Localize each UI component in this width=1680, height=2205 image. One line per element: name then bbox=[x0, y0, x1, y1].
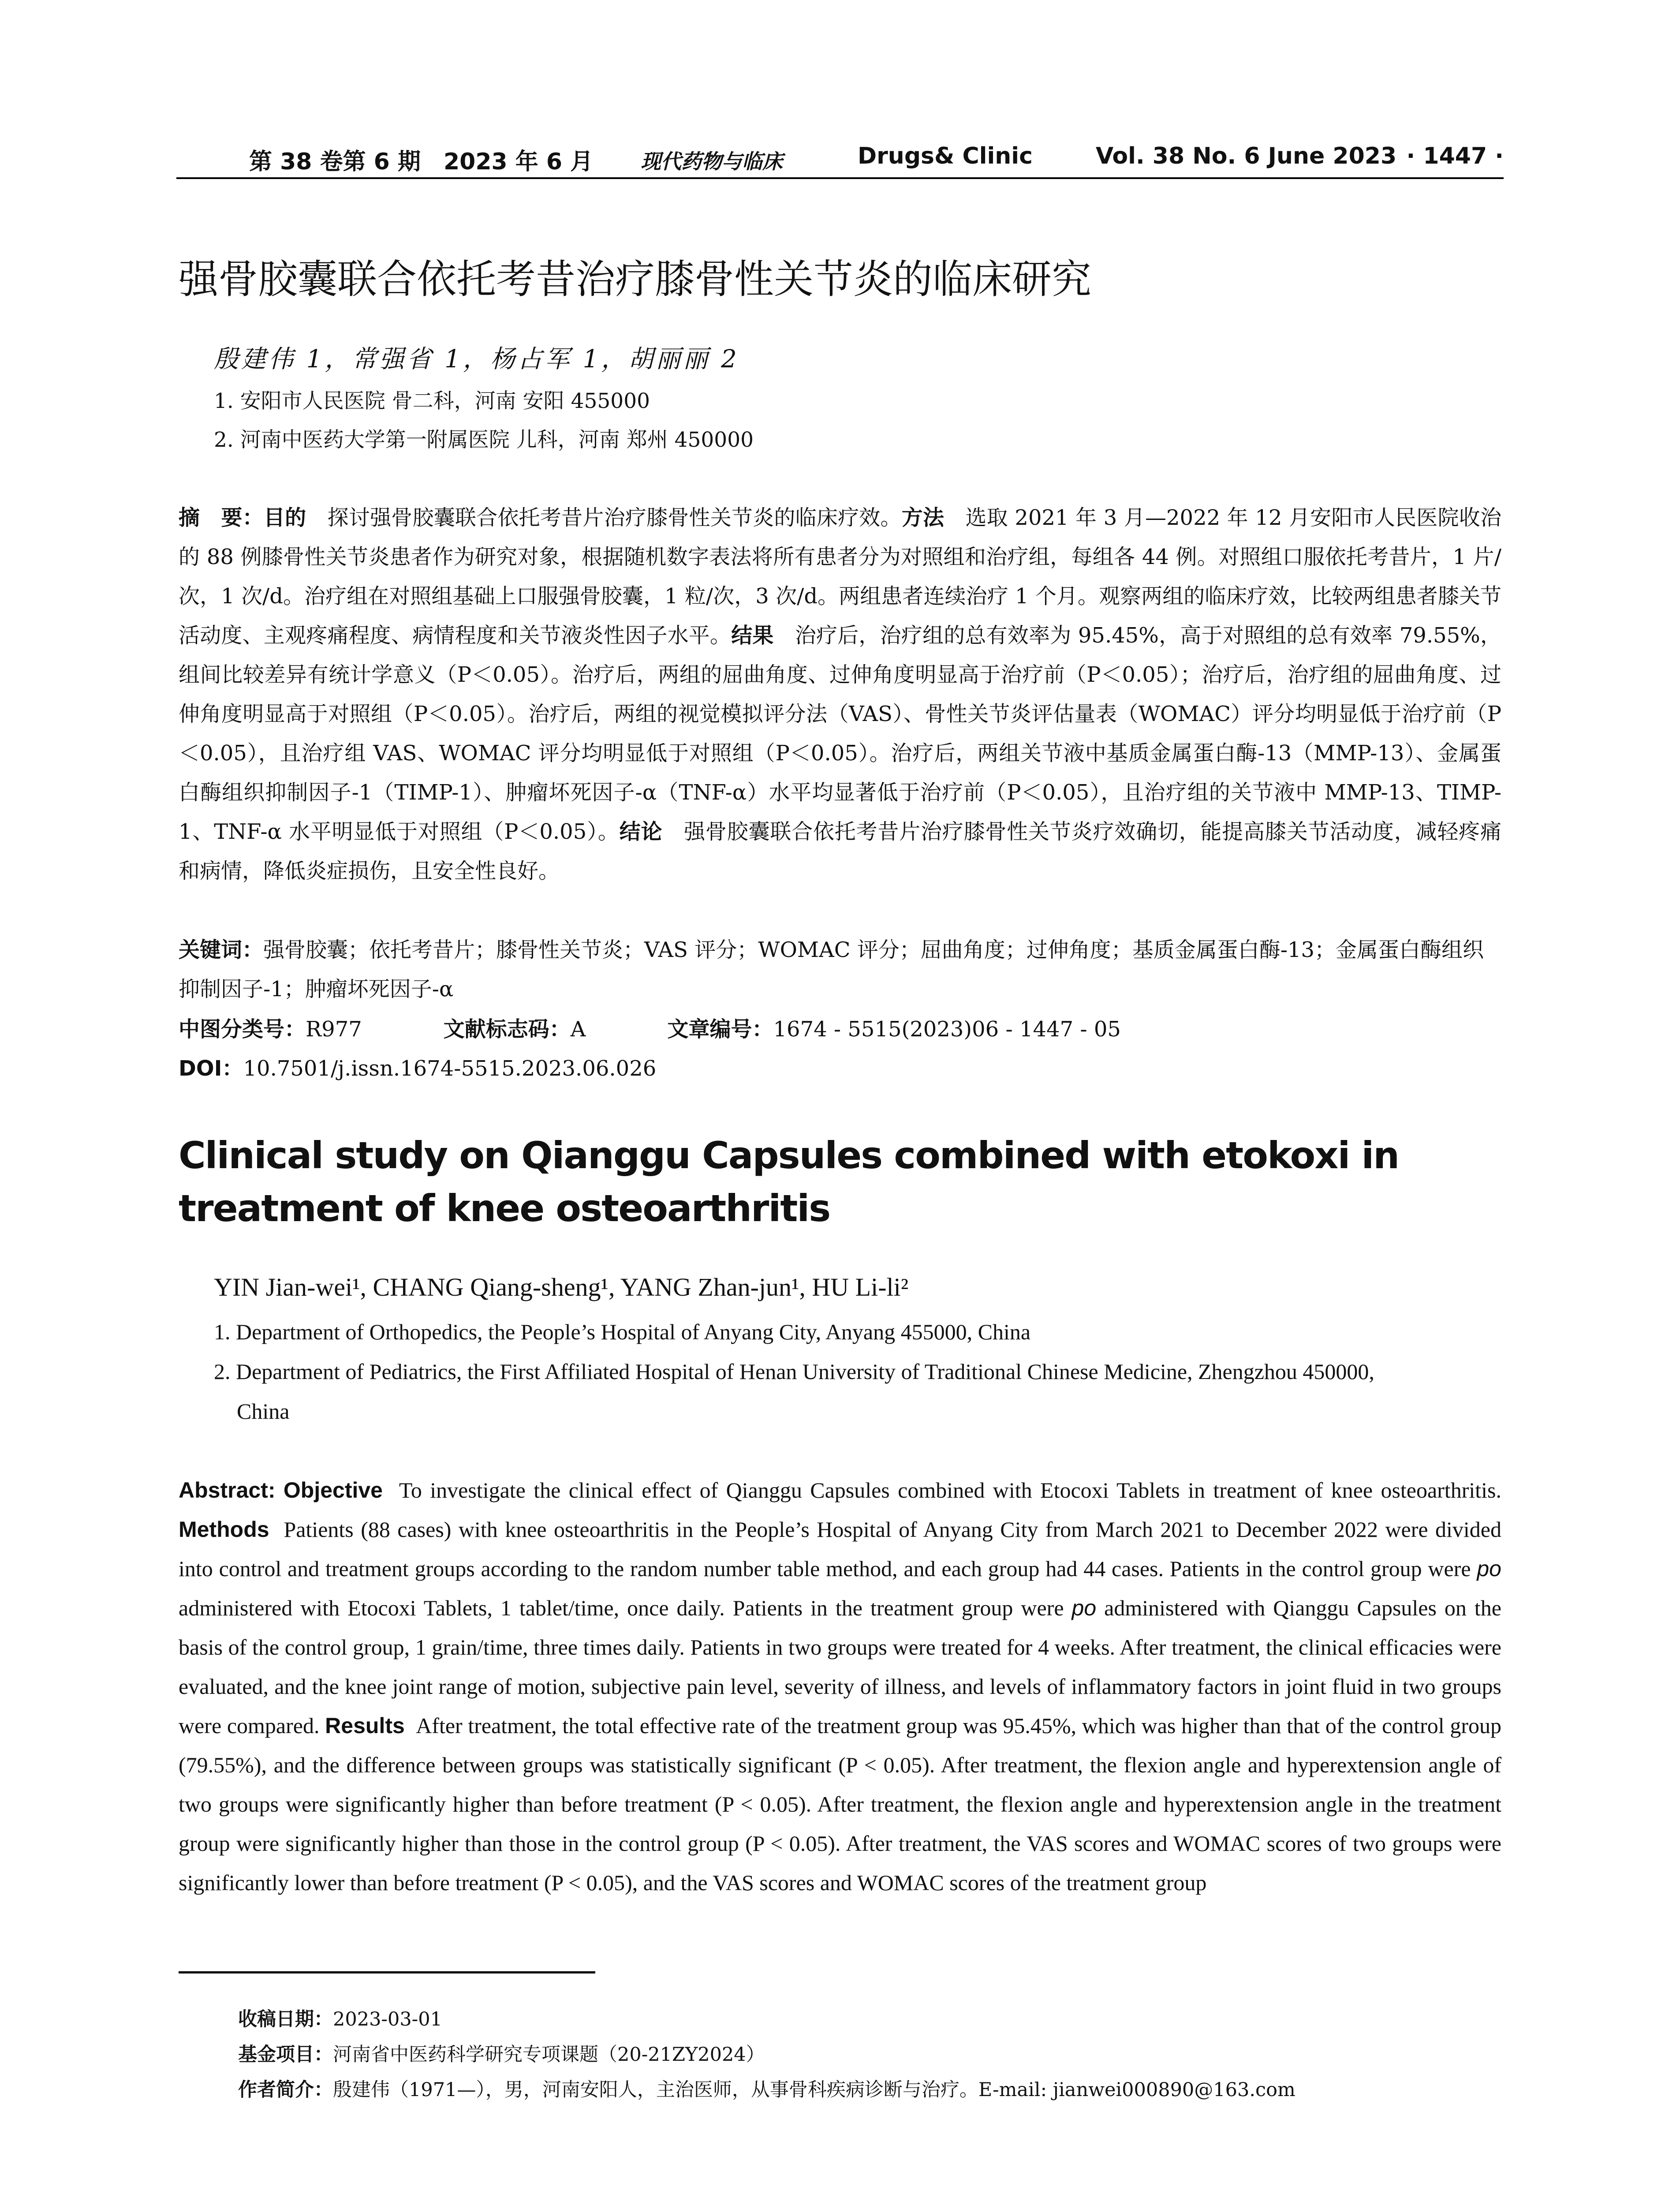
received-label: 收稿日期： bbox=[238, 2008, 333, 2030]
keywords-cn bbox=[179, 931, 1501, 1009]
article-id-value: 1674 - 5515(2023)06 - 1447 - 05 bbox=[773, 1017, 1121, 1042]
header-journal-cn: 现代药物与临床 bbox=[641, 149, 783, 173]
clc-value: R977 bbox=[306, 1017, 362, 1042]
keywords-text: 强骨胶囊；依托考昔片；膝骨性关节炎；VAS 评分；WOMAC 评分；屈曲角度；过伸角度；基质金属蛋白酶-13；金属蛋白酶组织抑制因子-1；肿瘤坏死因子-α bbox=[179, 938, 1484, 1002]
doi-value: 10.7501/j.issn.1674-5515.2023.06.026 bbox=[243, 1056, 657, 1081]
header-journal-en: Drugs& Clinic bbox=[858, 143, 1033, 169]
clc-label: 中图分类号： bbox=[179, 1017, 306, 1042]
doi-line bbox=[179, 1049, 1501, 1088]
affiliation-cn-1: 1. 安阳市人民医院 骨二科，河南 安阳 455000 bbox=[214, 389, 650, 413]
results-label: 结果 bbox=[731, 623, 774, 648]
author-bio-label: 作者简介： bbox=[238, 2079, 333, 2101]
abstract-cn bbox=[179, 498, 1501, 891]
methods-en-text-3: administered with Qianggu Capsules on the basis of the control group, 1 grain/time, three times daily. Patients in two groups were treated for 4 weeks. After treatment, the clinical efficacies were evaluated, and the knee joint range of motion, subjective pain level, severity of illness, and levels of inflammatory factors in joint fluid in two groups were compared. bbox=[179, 1596, 1501, 1738]
affiliation-en-2-country: China bbox=[237, 1399, 290, 1424]
authors-cn: 殷建伟 1，常强省 1，杨占军 1，胡丽丽 2 bbox=[214, 345, 739, 374]
header-page-number: · 1447 · bbox=[1406, 143, 1504, 169]
po-abbrev-1: po bbox=[1477, 1556, 1501, 1581]
objective-en-text: To investigate the clinical effect of Qianggu Capsules combined with Etocoxi Tablets in treatment of knee osteoarthritis. bbox=[399, 1478, 1502, 1502]
affiliation-en-2: 2. Department of Pediatrics, the First Affiliated Hospital of Henan University of Traditional Chinese Medicine, Zhengzhou 450000, bbox=[214, 1359, 1374, 1384]
abstract-en-label: Abstract: bbox=[179, 1478, 276, 1502]
header-volume-cn: 第 38 卷第 6 期 2023 年 6 月 bbox=[249, 149, 594, 175]
affiliation-en-1: 1. Department of Orthopedics, the People’s Hospital of Anyang City, Anyang 455000, China bbox=[214, 1319, 1031, 1344]
doc-code-label: 文献标志码： bbox=[443, 1017, 571, 1042]
footnote-author bbox=[238, 2075, 1295, 2102]
doc-code-value: A bbox=[570, 1017, 586, 1042]
objective-label: 目的 bbox=[263, 505, 306, 530]
footnote-received bbox=[238, 2004, 442, 2031]
methods-en-label: Methods bbox=[179, 1517, 269, 1542]
running-header bbox=[176, 138, 1504, 179]
abstract-cn-label: 摘 要： bbox=[179, 505, 264, 530]
footnote-fund bbox=[238, 2040, 765, 2067]
results-en-text: After treatment, the total effective rate of the treatment group was 95.45%, which was higher than that of the control group (79.55%), and the difference between groups was statistically significant (P < 0.05). After treatment, the flexion angle and hyperextension angle of two groups were significantly higher than before treatment (P < 0.05). After treatment, the flexion angle and hyperextension angle in the treatment group were significantly higher than those in the control group (P < 0.05). After treatment, the VAS scores and WOMAC scores of two groups were significantly lower than before treatment (P < 0.05), and the VAS scores and WOMAC scores of the treatment group bbox=[179, 1713, 1502, 1895]
footnote-rule bbox=[179, 1971, 595, 1973]
objective-text: 探讨强骨胶囊联合依托考昔片治疗膝骨性关节炎的临床疗效。 bbox=[306, 505, 902, 530]
title-en: Clinical study on Qianggu Capsules combined with etokoxi in treatment of knee osteoarthritis bbox=[179, 1134, 1399, 1230]
abstract-en bbox=[179, 1471, 1501, 1902]
affiliation-cn-2: 2. 河南中医药大学第一附属医院 儿科，河南 郑州 450000 bbox=[214, 428, 754, 452]
fund-label: 基金项目： bbox=[238, 2044, 333, 2066]
article-id-label: 文章编号： bbox=[667, 1017, 773, 1042]
author-bio-text: 殷建伟（1971—），男，河南安阳人，主治医师，从事骨科疾病诊断与治疗。E-mail: jianwei000890@163.com bbox=[333, 2079, 1295, 2101]
keywords-label: 关键词： bbox=[179, 938, 264, 962]
po-abbrev-2: po bbox=[1071, 1596, 1097, 1620]
results-text: 治疗后，治疗组的总有效率为 95.45%，高于对照组的总有效率 79.55%，组间比较差异有统计学意义（P＜0.05）。治疗后，两组的屈曲角度、过伸角度明显高于治疗前（P＜0.05）；治疗后，治疗组的屈曲角度、过伸角度明显高于对照组（P＜0.05）。治疗后，两组的视觉模拟评分法（VAS）、骨性关节炎评估量表（WOMAC）评分均明显低于治疗前（P＜0.05），且治疗组 VAS、WOMAC 评分均明显低于对照组（P＜0.05）。治疗后，两组关节液中基质金属蛋白酶-13（MMP-13）、金属蛋白酶组织抑制因子-1（TIMP-1）、肿瘤坏死因子-α（TNF-α）水平均显著低于治疗前（P＜0.05），且治疗组的关节液中 MMP-13、TIMP-1、TNF-α 水平明显低于对照组（P＜0.05）。 bbox=[179, 623, 1501, 844]
doi-label: DOI： bbox=[179, 1056, 243, 1081]
results-en-label: Results bbox=[325, 1713, 405, 1738]
authors-en: YIN Jian-wei¹, CHANG Qiang-sheng¹, YANG Zhan-jun¹, HU Li-li² bbox=[214, 1273, 909, 1301]
methods-text: 选取 2021 年 3 月—2022 年 12 月安阳市人民医院收治的 88 例膝骨性关节炎患者作为研究对象，根据随机数字表法将所有患者分为对照组和治疗组，每组各 44 例。对照组口服依托考昔片，1 片/次，1 次/d。治疗组在对照组基础上口服强骨胶囊，1 粒/次，3 次/d。两组患者连续治疗 1 个月。观察两组的临床疗效，比较两组患者膝关节活动度、主观疼痛程度、病情程度和关节液炎性因子水平。 bbox=[179, 505, 1501, 648]
objective-en-label: Objective bbox=[283, 1478, 383, 1502]
methods-label: 方法 bbox=[901, 505, 945, 530]
fund-text: 河南省中医药科学研究专项课题（20-21ZY2024） bbox=[333, 2044, 765, 2066]
conclusion-label: 结论 bbox=[619, 819, 663, 844]
conclusion-text: 强骨胶囊联合依托考昔片治疗膝骨性关节炎疗效确切，能提高膝关节活动度，减轻疼痛和病情，降低炎症损伤，且安全性良好。 bbox=[179, 819, 1501, 883]
header-volume-en: Vol. 38 No. 6 June 2023 bbox=[1096, 143, 1397, 169]
methods-en-text-2: administered with Etocoxi Tablets, 1 tablet/time, once daily. Patients in the treatment group were bbox=[179, 1596, 1064, 1620]
classification-line bbox=[179, 1010, 1501, 1049]
received-date: 2023-03-01 bbox=[333, 2008, 442, 2030]
methods-en-text-1: Patients (88 cases) with knee osteoarthritis in the People’s Hospital of Anyang City from March 2021 to December 2022 were divided into control and treatment groups according to the random number table method, and each group had 44 cases. Patients in the control group were bbox=[179, 1517, 1501, 1581]
title-cn: 强骨胶囊联合依托考昔治疗膝骨性关节炎的临床研究 bbox=[179, 256, 1091, 303]
affiliation-en-2-cont bbox=[214, 1391, 1501, 1431]
